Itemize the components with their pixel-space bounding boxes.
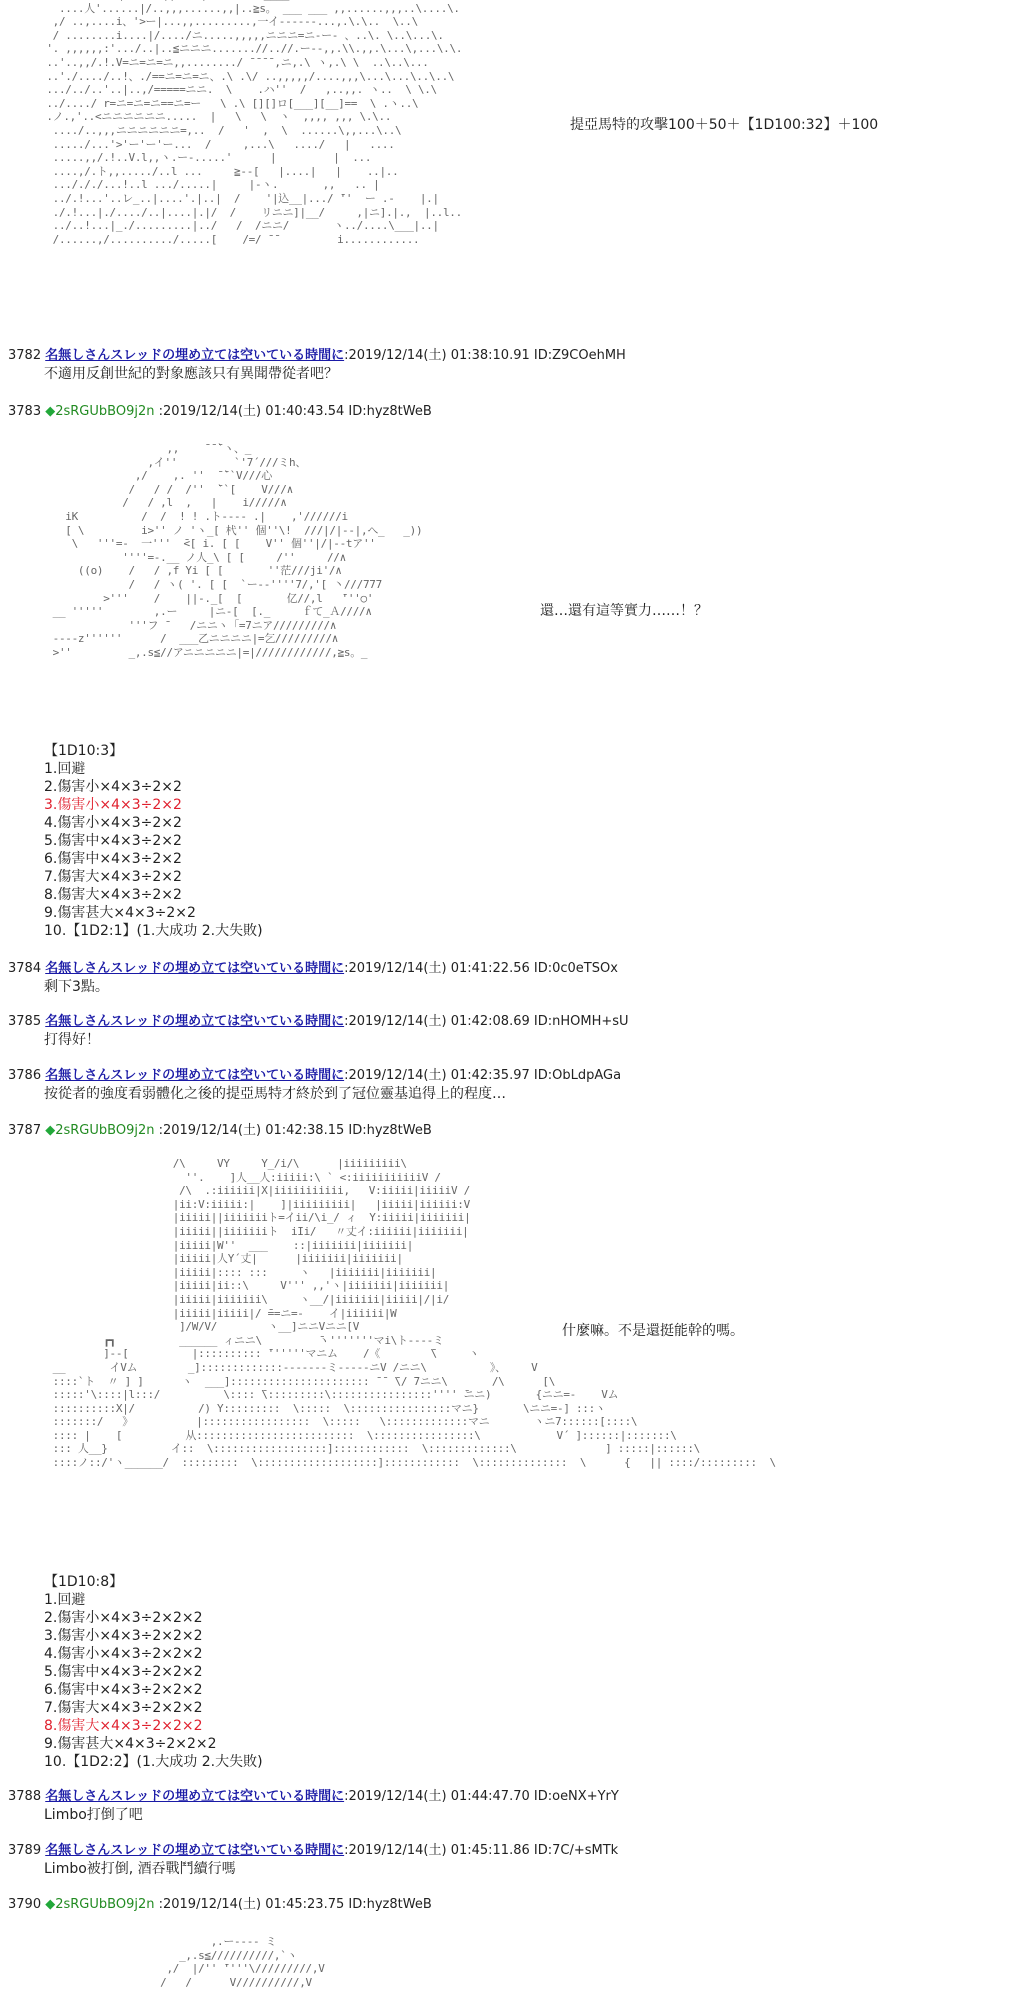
ascii-art-3: /\ VY Y_/i/\ |iiiiiiiii\ ''. ]人__人:iiiii:\ ` <:iiiiiiiiiiiV / /\ .:iiiiii|X|iiiiiiiiiii, V:iiiii|iiiiiV / |ii:V:iiiii:| ]|iiiiiiiii| |iiiii|iiiiii:V |iiiii||iiiiiiiト=イii/\i_/ ィ Y:iiiii|iiiiiii| |iiiii||iiiiiiiト iIi/ 〃丈イ:iiiiii|iiiiiii| |iiiii|W'' ___ ::|iiiiiii|iiiiiii| |iiiii|人Y´丈| |iiiiiii|iiiiiii| |iiiii|:::: ::: ヽ |iiiiiii|iiiiiii| |iiiii|ii::\ V''' ,,'ヽ|iiiiiii|iiiiiii| |iiiii|iiiiiii\ ヽ__/|iiiiiii|iiiii|/|i/ |iiiii|iiiii|/ ̄==ニ=- イ|iiiiii|W ]/W/V/ ヽ__]ニニVニニ[V ┏┓ ______ ィニニ\ ̄ヽ'''''''マi\ト----ミ ]--[ |:::::::::: ̄''''''マニム /《 ̄\ ヽ __ イVム _]:::::::::::::-------ミ-----ニV /ニニ\ 》、 V ::::`ト 〃 ] ] ヽ ___]:::::::::::::::::::::: ̄ ̄ ̄\/ ̄7ニニ\ /\ [\ :::::'\::::|l:::/ \:::: ̄\:::::::::\::::::::::::::::'''' ̄ニニ) {ニニ=- Vム ::::::::::X|/ /) Y::::::::: \::::: \::::::::::::::::マニ} \ニニ=-] :::ヽ :::::::/ 》 |::::::::::::::::: \::::: \:::::::::::::マニ ヽニ7::::::[::::\ :::: | [ 从::::::::::::::::::::::::: \::::::::::::::::\ V´ ]::::::|:::::::\ ::: 人__} イ:: \::::::::::::::::::]:::::::::::: \:::::::::::::\ ] :::::|::::::\ ::::ノ::/'ヽ______/ ::::::::: \:::::::::::::::::::]:::::::::::: \:::::::::::::: \ { || ::::/::::::::: \ [52,1157,776,1470]
post-body: 打得好！ [44,1032,100,1048]
roll-item: 4.傷害小×4×3÷2×2 [44,815,182,831]
roll-list-2 [44,1573,263,1771]
post-number: 3789 [8,1843,42,1858]
roll-item: 6.傷害中×4×3÷2×2 [44,851,182,867]
post-body: 不適用反創世紀的對象應該只有異聞帶從者吧？ [44,366,338,382]
post-number: 3784 [8,961,42,976]
ascii-art-2: ,, ̄ ̄ ̄`ヽ、_ ,イ'' `'7´///ミh、 ,/ ,. '' ̄ ̄``V///心 / / / /'' ̄``[ V///∧ / / ,l , | i/////∧ iK / / ! ! .ト---- .| ,'//////i [ \ i>'' ノ 'ヽ_[ 杙'' 個''\! ///|/|--|,へ_ _)) \ '''=- 一''' ̄<[ i. [ [ V'' 個''|/|--tア'' ''''=-.__ ノ人_\ [ [ /'' //∧ ((o) / / ,f Yi [ [ ''茫///ji'/∧ / / ヽ( '. [ [ `ー-‐''''7/,'[ 丶///777 >''' / ||-._[ [ 亿//,l ̄'''○' __ ''''' ,.ー |ニ-[ [._ ｆて_Ａ////∧ '''フ ̄ /ニニヽ「=7ニア/////////∧ ----z'''''' / ___乙ニニニニ|=乞/////////∧ >'' _,.s≦//アニニニニニ|=|////////////,≧s。_ [52,442,423,659]
post-number: 3785 [8,1014,42,1029]
roll-item: 1.回避 [44,761,86,777]
roll-item: 5.傷害中×4×3÷2×2×2 [44,1664,203,1680]
roll-item-selected: 8.傷害大×4×3÷2×2×2 [44,1718,203,1734]
poster-trip[interactable]: 2sRGUbBO9j2n [55,1123,155,1138]
poster-name-link[interactable]: 名無しさんスレッドの埋め立ては空いている時間に [45,1843,345,1858]
post-meta: :2019/12/14(土) 01:44:47.70 ID:oeNX+YrY [344,1789,619,1804]
post-number: 3783 [8,404,42,419]
roll-item: 9.傷害甚大×4×3÷2×2 [44,905,196,921]
roll-item: 2.傷害小×4×3÷2×2×2 [44,1610,203,1626]
post-meta: :2019/12/14(土) 01:45:11.86 ID:7C/+sMTk [344,1843,619,1858]
post-number: 3782 [8,348,42,363]
poster-name-link[interactable]: 名無しさんスレッドの埋め立ては空いている時間に [45,961,345,976]
post-header [8,1842,1028,1860]
roll-item: 3.傷害小×4×3÷2×2×2 [44,1628,203,1644]
post-header [8,1122,1028,1140]
poster-trip[interactable]: 2sRGUbBO9j2n [55,404,155,419]
dialog-attack-roll: 提亞馬特的攻擊100＋50＋【1D100:32】＋100 [570,117,879,133]
post-body: Limbo打倒了吧 [44,1807,143,1823]
poster-trip[interactable]: 2sRGUbBO9j2n [55,1897,155,1912]
post-header [8,403,1028,421]
post-number: 3788 [8,1789,42,1804]
post-header [8,960,1028,978]
post-3788 [8,1788,1028,1824]
post-meta: :2019/12/14(土) 01:38:10.91 ID:Z9COehMH [344,348,626,363]
dialog-surprise: 還…還有這等實力……！？ [540,603,708,619]
post-meta: :2019/12/14(土) 01:42:38.15 ID:hyz8tWeB [158,1123,432,1138]
poster-name-link[interactable]: 名無しさんスレッドの埋め立ては空いている時間に [45,1068,345,1083]
post-meta: :2019/12/14(土) 01:41:22.56 ID:0c0eTSOx [344,961,618,976]
roll-item: 7.傷害大×4×3÷2×2 [44,869,182,885]
roll-item: 10.【1D2:2】(1.大成功 2.大失敗) [44,1754,263,1770]
post-header [8,1013,1028,1031]
dialog-unimpressed: 什麼嘛。不是還挺能幹的嗎。 [562,1323,744,1339]
roll-list-1 [44,742,263,940]
ascii-art-4: ,.ー---- ミ _,.s≦//////////,`ヽ ,/ |/'' ̄''''\/////////,V / / V//////////,V [160,1935,325,1989]
post-meta: :2019/12/14(土) 01:42:08.69 ID:nHOMH+sU [344,1014,629,1029]
post-3787 [8,1122,1028,1140]
post-3790 [8,1896,1028,1914]
post-header [8,1788,1028,1806]
post-number: 3786 [8,1068,42,1083]
roll-title: 【1D10:3】 [44,743,124,759]
post-header [8,1067,1028,1085]
post-number: 3787 [8,1123,42,1138]
roll-item: 1.回避 [44,1592,86,1608]
post-3785 [8,1013,1028,1049]
roll-item: 4.傷害小×4×3÷2×2×2 [44,1646,203,1662]
roll-item-selected: 3.傷害小×4×3÷2×2 [44,797,182,813]
post-3783 [8,403,1028,421]
poster-name-link[interactable]: 名無しさんスレッドの埋め立ては空いている時間に [45,1014,345,1029]
trip-diamond-icon: ◆ [45,1897,56,1912]
post-3786 [8,1067,1028,1103]
post-number: 3790 [8,1897,42,1912]
post-body: Limbo被打倒, 酒吞戰鬥續行嗎 [44,1861,236,1877]
post-3784 [8,960,1028,996]
trip-diamond-icon: ◆ [45,404,56,419]
post-3789 [8,1842,1028,1878]
post-meta: :2019/12/14(土) 01:45:23.75 ID:hyz8tWeB [158,1897,432,1912]
post-3782 [8,347,1028,383]
roll-item: 10.【1D2:1】(1.大成功 2.大失敗) [44,923,263,939]
trip-diamond-icon: ◆ [45,1123,56,1138]
roll-item: 2.傷害小×4×3÷2×2 [44,779,182,795]
roll-item: 6.傷害中×4×3÷2×2×2 [44,1682,203,1698]
ascii-art-1: ....人'......|/..,,,......,,|..≧s。 ___ ___ ,,......,,,..\....\. ,/ ..,....i、'>ー|...,,.........,一イ------...,.\.\.. \..\ / ........i....|/..../ニ.....,,,,,ニニニ=ニ-ー- 、..\. \..\...\. '. ,,,,,,:'.../..|..≦ニニニ.......//..//.ー--,,.\\.,,.\...\,...\.\. ..'..,,/.!.V=ニ=ニ=ニ,,......../ ̄ ̄ ̄ ̄ ,ニ,.\ ヽ,.\ \ ..\..\... ..'./..../..!、./==ニ=ニ=ニ、.\ .\/ ..,,,,,/....,,,\...\...\..\..\ .../../..'..|..,/=====ニニ. \ .ハ'' / ,..,,. ヽ.. \ \.\ ../..../ r=ニ=ニ=ニ==ニ=ー \ .\ [][]ロ[___][__]== \ .ヽ..\ .ノ.,'..<ニニニニニニ..... | \ \ ヽ ,,,, ,,, \.\.. ..../..,,,ニニニニニニ=,.. / ' , \ ......\,,...\..\ ...../...'>'ー'ー'ー... / ,...\ ..../ | .... .....,,/.!..V.l,,ヽ.ー-.....' | | ... ....,/.ト,,...../..l ... ≧‐‐[ |....| | ..|.. .../././...!..l .../.....| |‐ヽ. ,, .. | ../.!...'..レ_..|....'.|..| / '|込__|.../ ̄'' ー .- |.| ./.!...|./..../..|....|.|/ / リニニ]|__/ ,|ニ].|., |..l.. ../..!...|_./.........|../ / /ニニ/ ヽ../....\___|..| /......,/........../.....[ /=/ ̄ ̄ i............ [46,1,463,246]
poster-name-link[interactable]: 名無しさんスレッドの埋め立ては空いている時間に [45,1789,345,1804]
post-body: 剩下3點。 [44,979,109,995]
roll-item: 7.傷害大×4×3÷2×2×2 [44,1700,203,1716]
post-header [8,347,1028,365]
roll-title: 【1D10:8】 [44,1574,124,1590]
post-meta: :2019/12/14(土) 01:42:35.97 ID:ObLdpAGa [344,1068,622,1083]
roll-item: 8.傷害大×4×3÷2×2 [44,887,182,903]
post-header [8,1896,1028,1914]
post-body: 按從者的強度看弱體化之後的提亞馬特才終於到了冠位靈基追得上的程度… [44,1086,506,1102]
post-meta: :2019/12/14(土) 01:40:43.54 ID:hyz8tWeB [158,404,432,419]
roll-item: 5.傷害中×4×3÷2×2 [44,833,182,849]
roll-item: 9.傷害甚大×4×3÷2×2×2 [44,1736,217,1752]
poster-name-link[interactable]: 名無しさんスレッドの埋め立ては空いている時間に [45,348,345,363]
